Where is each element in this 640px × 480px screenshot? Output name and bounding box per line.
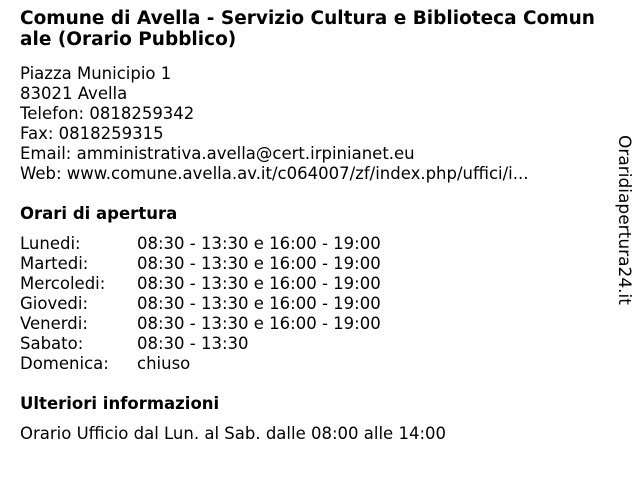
hours-value: 08:30 - 13:30 e 16:00 - 19:00: [137, 314, 381, 333]
site-watermark: Oraridiapertura24.it: [614, 135, 634, 305]
table-row: [20, 294, 381, 314]
table-row: [20, 334, 381, 354]
contact-block: [20, 64, 600, 184]
hours-value: 08:30 - 13:30 e 16:00 - 19:00: [137, 294, 381, 313]
day-label: Lunedi:: [20, 234, 81, 253]
opening-hours-table: [20, 234, 381, 374]
table-row: [20, 254, 381, 274]
table-row: [20, 274, 381, 294]
day-label: Giovedi:: [20, 294, 88, 313]
day-label: Domenica:: [20, 354, 109, 373]
website-url: Web: www.comune.avella.av.it/c064007/zf/index.php/uffici/i...: [20, 164, 529, 183]
table-row: [20, 314, 381, 334]
day-label: Venerdi:: [20, 314, 88, 333]
hours-value: chiuso: [137, 354, 191, 373]
day-label: Sabato:: [20, 334, 84, 353]
phone-number: Telefon: 0818259342: [20, 104, 195, 123]
email-address: Email: amministrativa.avella@cert.irpinianet.eu: [20, 144, 415, 163]
page-title: Comune di Avella - Servizio Cultura e Biblioteca Comunale (Orario Pubblico): [20, 8, 595, 50]
hours-value: 08:30 - 13:30 e 16:00 - 19:00: [137, 234, 381, 253]
hours-value: 08:30 - 13:30 e 16:00 - 19:00: [137, 274, 381, 293]
hours-value: 08:30 - 13:30: [137, 334, 249, 353]
more-info-text: Orario Ufficio dal Lun. al Sab. dalle 08:00 alle 14:00: [20, 424, 446, 443]
day-label: Martedi:: [20, 254, 89, 273]
more-info-heading: Ulteriori informazioni: [20, 394, 220, 413]
day-label: Mercoledi:: [20, 274, 106, 293]
hours-value: 08:30 - 13:30 e 16:00 - 19:00: [137, 254, 381, 273]
address-street: Piazza Municipio 1: [20, 64, 172, 83]
opening-hours-heading: Orari di apertura: [20, 204, 178, 223]
address-city: 83021 Avella: [20, 84, 128, 103]
table-row: [20, 354, 381, 374]
table-row: [20, 234, 381, 254]
fax-number: Fax: 0818259315: [20, 124, 164, 143]
